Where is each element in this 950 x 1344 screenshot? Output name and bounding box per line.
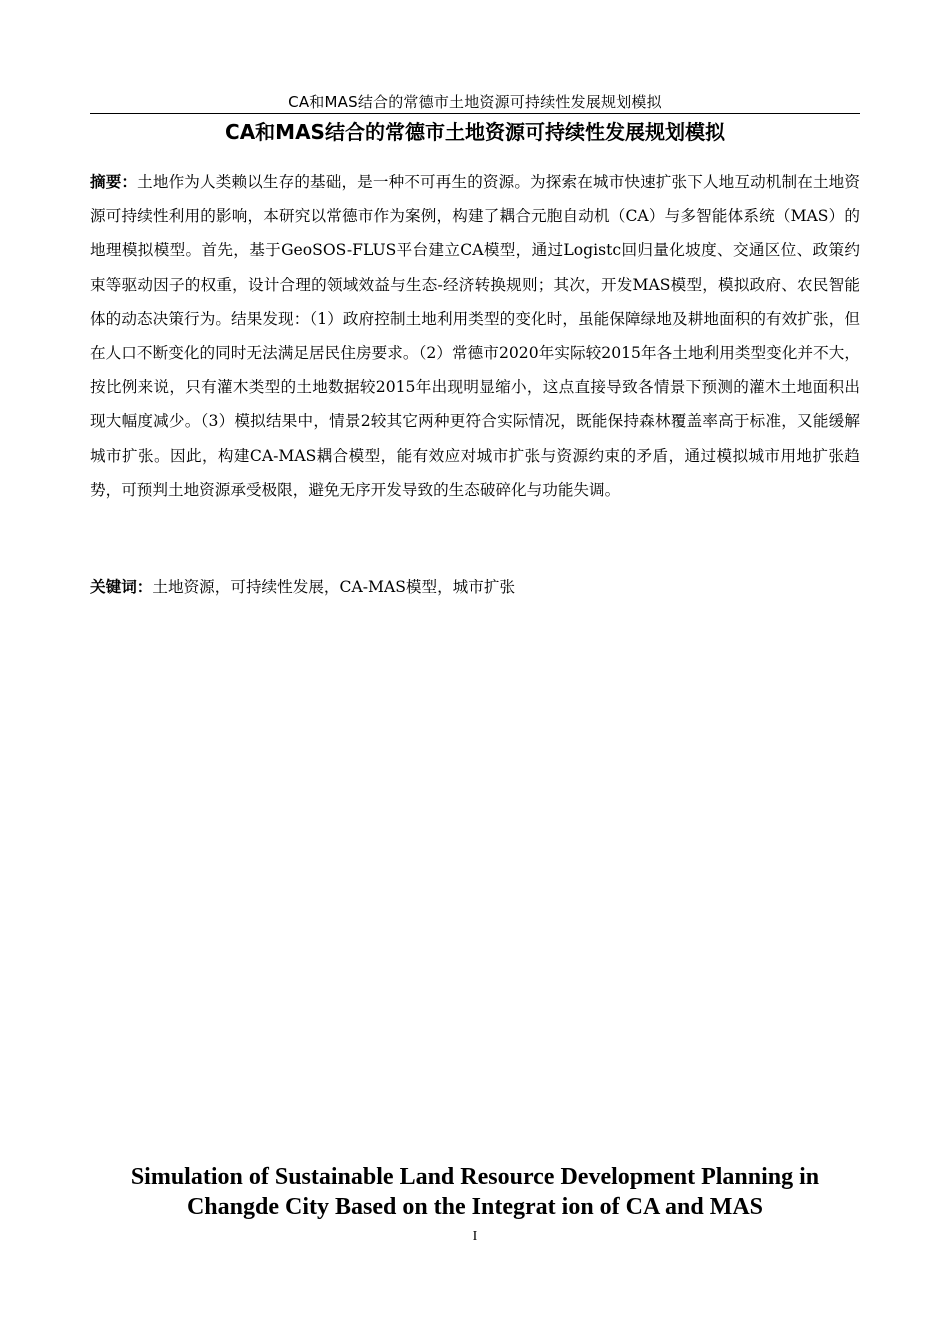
header-divider <box>90 113 860 114</box>
abstract-paragraph <box>90 165 860 507</box>
english-title-line-1: Simulation of Sustainable Land Resource Development Planning in <box>130 1164 820 1190</box>
keywords-label: 关键词： <box>90 578 153 596</box>
english-title-line-2: Changde City Based on the Integrat ion of CA and MAS <box>186 1194 764 1220</box>
page-number: I <box>472 1229 478 1244</box>
abstract-label: 摘要： <box>90 173 138 191</box>
abstract-section <box>90 165 860 507</box>
running-header: CA和MAS结合的常德市土地资源可持续性发展规划模拟 <box>288 93 662 111</box>
abstract-text: 土地作为人类赖以生存的基础，是一种不可再生的资源。为探索在城市快速扩张下人地互动机制在土地资源可持续性利用的影响，本研究以常德市作为案例，构建了耦合元胞自动机（CA）与多智能体系统（MAS）的地理模拟模型。首先，基于GeoSOS-FLUS平台建立CA模型，通过Logistc回归量化坡度、交通区位、政策约束等驱动因子的权重，设计合理的领域效益与生态-经济转换规则；其次，开发MAS模型，模拟政府、农民智能体的动态决策行为。结果发现：（1）政府控制土地利用类型的变化时，虽能保障绿地及耕地面积的有效扩张，但在人口不断变化的同时无法满足居民住房要求。（2）常德市2020年实际较2015年各土地利用类型变化并不大，按比例来说，只有灌木类型的土地数据较2015年出现明显缩小，这点直接导致各情景下预测的灌木土地面积出现大幅度减少。（3）模拟结果中，情景2较其它两种更符合实际情况，既能保持森林覆盖率高于标准，又能缓解城市扩张。因此，构建CA-MAS耦合模型，能有效应对城市扩张与资源约束的矛盾，通过模拟城市用地扩张趋势，可预判土地资源承受极限，避免无序开发导致的生态破碎化与功能失调。 <box>90 173 860 499</box>
chinese-title: CA和MAS结合的常德市土地资源可持续性发展规划模拟 <box>225 120 725 144</box>
english-title <box>90 1162 860 1222</box>
keywords-section <box>90 570 860 604</box>
keywords-text: 土地资源，可持续性发展，CA-MAS模型，城市扩张 <box>152 578 516 596</box>
